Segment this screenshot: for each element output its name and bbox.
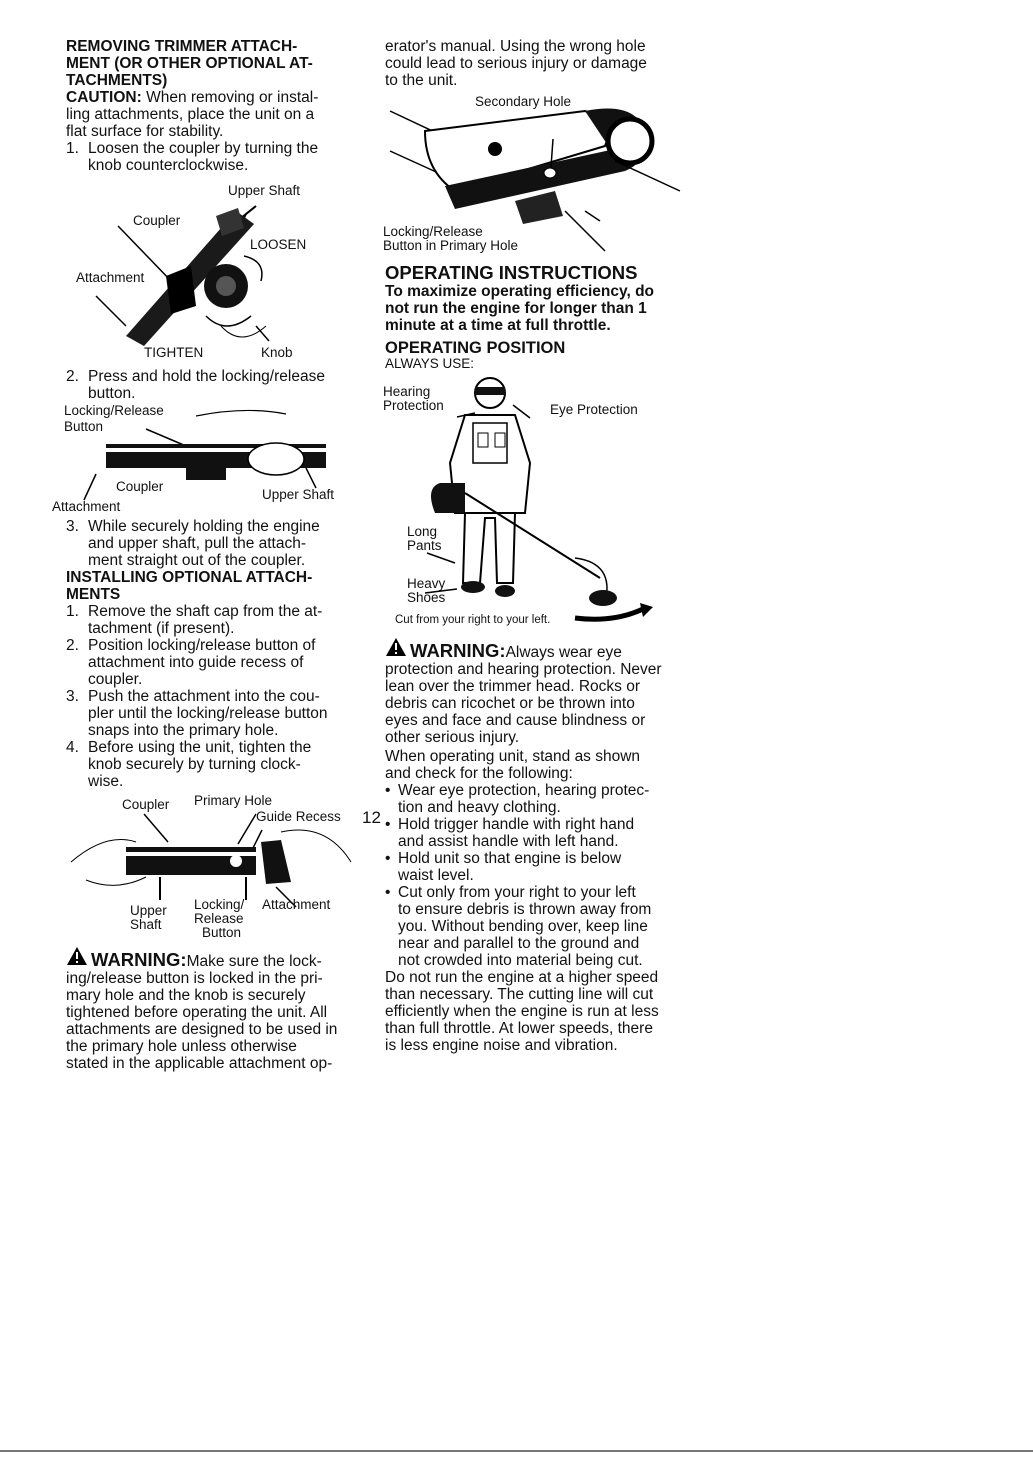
label-locking-release: Locking/Release <box>383 224 483 239</box>
warning-line: debris can ricochet or be thrown into <box>385 695 635 712</box>
warning-heading-left <box>66 946 366 970</box>
step-line: While securely holding the engine <box>88 518 320 535</box>
step-number: 2. <box>66 637 79 654</box>
warning-text: Always wear eye <box>505 644 622 661</box>
page-bottom-edge <box>0 1450 1033 1452</box>
label-locking: Locking/ <box>194 897 245 912</box>
step-line: Position locking/release button of <box>88 637 316 654</box>
warning-heading-right <box>385 637 685 661</box>
continuation-line: erator's manual. Using the wrong hole <box>385 38 646 55</box>
installing-title-line2: MENTS <box>66 586 121 603</box>
label-upper-shaft: Upper Shaft <box>228 183 301 198</box>
caution-text: When removing or instal- <box>141 89 319 106</box>
always-use-label: ALWAYS USE: <box>385 356 475 371</box>
safety-checklist <box>385 782 685 969</box>
warning-line: other serious injury. <box>385 729 520 746</box>
warning-line: mary hole and the knob is securely <box>66 987 306 1004</box>
step-line: pler until the locking/release button <box>88 705 328 722</box>
step-line: attachment into guide recess of <box>88 654 304 671</box>
final-line: Do not run the engine at a higher speed <box>385 969 659 986</box>
label-protection: Protection <box>383 398 444 413</box>
page-number: 12 <box>362 808 381 827</box>
warning-label: WARNING: <box>410 640 506 661</box>
step-line: button. <box>88 385 136 402</box>
list-item <box>385 884 685 969</box>
step-number: 3. <box>66 688 79 705</box>
label-eye-protection: Eye Protection <box>550 402 638 417</box>
step-number: 4. <box>66 739 79 756</box>
bullet-line: and assist handle with left hand. <box>398 833 619 850</box>
label-cut-direction: Cut from your right to your left. <box>395 614 551 626</box>
caution-paragraph <box>66 89 366 106</box>
list-item <box>66 603 366 637</box>
warning-line: eyes and face and cause blindness or <box>385 712 646 729</box>
bullet-line: • Hold trigger handle with right hand <box>398 816 635 833</box>
when-line: and check for the following: <box>385 765 573 782</box>
step-line: Push the attachment into the cou- <box>88 688 320 705</box>
bullet-line: tion and heavy clothing. <box>398 799 561 816</box>
label-upper-shaft: Upper Shaft <box>262 487 335 502</box>
step-line: Before using the unit, tighten the <box>88 739 312 756</box>
final-line: is less engine noise and vibration. <box>385 1037 618 1054</box>
operating-instructions-title: OPERATING INSTRUCTIONS <box>385 262 638 283</box>
warning-line: lean over the trimmer head. Rocks or <box>385 678 640 695</box>
removal-steps-cont <box>66 368 366 402</box>
installing-title-line1: INSTALLING OPTIONAL ATTACH- <box>66 569 313 586</box>
caution-label: CAUTION: <box>66 89 142 106</box>
label-button-primary-hole: Button in Primary Hole <box>383 238 519 253</box>
label-shaft: Shaft <box>130 917 162 932</box>
label-hearing: Hearing <box>383 384 431 399</box>
step-number: 1. <box>66 603 79 620</box>
warning-triangle-icon <box>66 946 88 966</box>
final-line: than full throttle. At lower speeds, there <box>385 1020 653 1037</box>
warning-line: ing/release button is locked in the pri- <box>66 970 323 987</box>
label-primary-hole: Primary Hole <box>194 793 273 808</box>
label-button: Button <box>64 419 104 434</box>
label-loosen: LOOSEN <box>250 237 307 252</box>
step-number: 2. <box>66 368 79 385</box>
removal-steps-cont2 <box>66 518 366 569</box>
label-button: Button <box>202 925 242 940</box>
list-item <box>385 850 685 884</box>
label-coupler: Coupler <box>116 479 164 494</box>
step-line: coupler. <box>88 671 143 688</box>
list-item <box>66 368 366 402</box>
step-line: ment straight out of the coupler. <box>88 552 306 569</box>
list-item <box>66 518 366 569</box>
removing-title-line1: REMOVING TRIMMER ATTACH- <box>66 38 298 55</box>
op-bold-line: minute at a time at full throttle. <box>385 317 611 334</box>
guide-recess-figure <box>66 792 366 940</box>
op-bold-line: To maximize operating efficiency, do <box>385 283 655 300</box>
step-line: wise. <box>88 773 124 790</box>
label-knob: Knob <box>261 345 293 360</box>
list-item <box>385 782 685 816</box>
operating-position-title: OPERATING POSITION <box>385 339 566 357</box>
list-item <box>66 688 366 739</box>
step-line: snaps into the primary hole. <box>88 722 279 739</box>
install-steps <box>66 603 366 790</box>
step-line: knob securely by turning clock- <box>88 756 301 773</box>
removal-steps <box>66 140 366 174</box>
label-heavy: Heavy <box>407 576 446 591</box>
left-column <box>52 38 366 1072</box>
step-number: 3. <box>66 518 79 535</box>
continuation-line: could lead to serious injury or damage <box>385 55 647 72</box>
label-release: Release <box>194 911 244 926</box>
label-guide-recess: Guide Recess <box>256 809 341 824</box>
op-bold-line: not run the engine for longer than 1 <box>385 300 647 317</box>
coupler-loosen-figure <box>66 176 366 366</box>
label-coupler: Coupler <box>133 213 181 228</box>
continuation-line: to the unit. <box>385 72 458 89</box>
label-attachment: Attachment <box>76 270 145 285</box>
list-item <box>66 739 366 790</box>
final-line: efficiently when the engine is run at less <box>385 1003 659 1020</box>
label-upper: Upper <box>130 903 167 918</box>
bullet-line: not crowded into material being cut. <box>398 952 643 969</box>
label-locking-release: Locking/Release <box>64 403 164 418</box>
caution-line3: flat surface for stability. <box>66 123 224 140</box>
step-line: Remove the shaft cap from the at- <box>88 603 323 620</box>
warning-line: tightened before operating the unit. All <box>66 1004 328 1021</box>
secondary-hole-figure <box>385 91 685 261</box>
label-tighten: TIGHTEN <box>144 345 204 360</box>
operating-position-figure <box>385 373 685 627</box>
label-long: Long <box>407 524 438 539</box>
removing-title-line3: TACHMENTS) <box>66 72 168 89</box>
bullet-line: near and parallel to the ground and <box>398 935 640 952</box>
list-item <box>66 140 366 174</box>
warning-label: WARNING: <box>91 949 187 970</box>
right-column <box>385 38 685 1054</box>
list-item <box>66 637 366 688</box>
step-line: tachment (if present). <box>88 620 235 637</box>
warning-line: stated in the applicable attachment op- <box>66 1055 333 1072</box>
locking-release-figure <box>52 403 366 516</box>
bullet-line: • Wear eye protection, hearing protec- <box>398 782 650 799</box>
removing-title-line2: MENT (OR OTHER OPTIONAL AT- <box>66 55 313 72</box>
label-coupler: Coupler <box>122 797 170 812</box>
bullet-line: • Hold unit so that engine is below <box>398 850 622 867</box>
final-line: than necessary. The cutting line will cut <box>385 986 654 1003</box>
label-attachment: Attachment <box>262 897 331 912</box>
bullet-line: • Cut only from your right to your left <box>398 884 636 901</box>
caution-line2: ling attachments, place the unit on a <box>66 106 315 123</box>
step-line: Press and hold the locking/release <box>88 368 325 385</box>
bullet-line: waist level. <box>398 867 474 884</box>
list-item <box>385 816 685 850</box>
step-line: and upper shaft, pull the attach- <box>88 535 307 552</box>
warning-text: Make sure the lock- <box>186 953 322 970</box>
bullet-line: you. Without bending over, keep line <box>398 918 648 935</box>
warning-line: attachments are designed to be used in <box>66 1021 338 1038</box>
label-attachment: Attachment <box>52 499 121 514</box>
label-secondary-hole: Secondary Hole <box>475 94 572 109</box>
warning-triangle-icon <box>385 637 407 657</box>
step-number: 1. <box>66 140 79 157</box>
warning-line: the primary hole unless otherwise <box>66 1038 297 1055</box>
label-shoes: Shoes <box>407 590 446 605</box>
bullet-line: to ensure debris is thrown away from <box>398 901 652 918</box>
when-line: When operating unit, stand as shown <box>385 748 641 765</box>
label-pants: Pants <box>407 538 442 553</box>
step-line: knob counterclockwise. <box>88 157 249 174</box>
step-line: Loosen the coupler by turning the <box>88 140 319 157</box>
warning-line: protection and hearing protection. Never <box>385 661 662 678</box>
